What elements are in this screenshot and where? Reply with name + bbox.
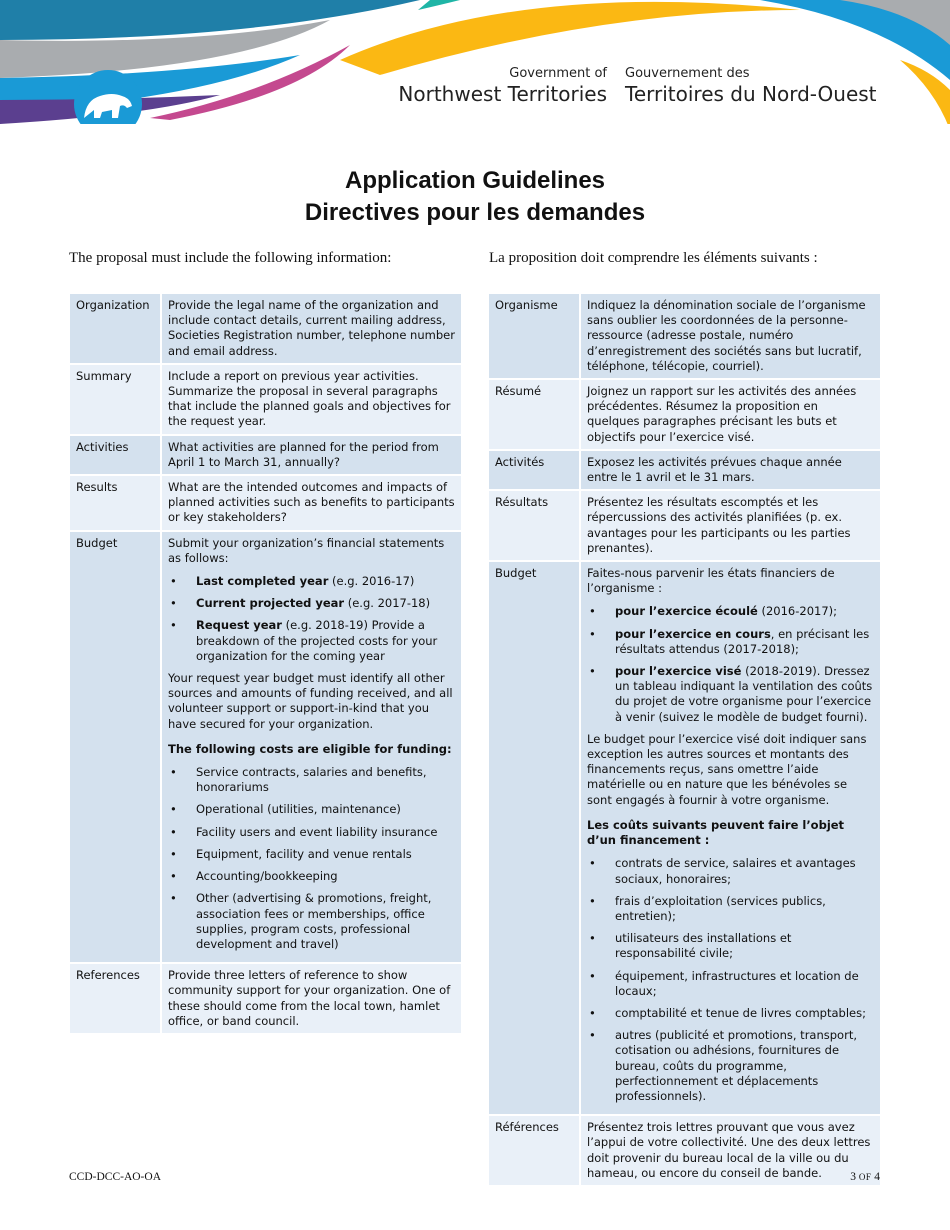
row-text: What activities are planned for the period from April 1 to March 31, annually? [162,436,461,474]
intro-french: La proposition doit comprendre les éléments suivants : [489,250,818,266]
government-name-french [625,66,877,106]
guidelines-table-french [489,292,880,1187]
gov-en-line2: Northwest Territories [398,82,607,106]
row-label: Résumé [489,380,581,449]
row-text: Provide three letters of reference to show community support for your organization. One of these should come from the local town, hamlet office, or band council. [162,964,461,1033]
budget-intro: Submit your organization’s financial statements as follows: [168,535,445,565]
table-row-resume [489,380,880,449]
header-banner [0,0,950,130]
table-row-activites [489,451,880,489]
banner-swoosh-teal-small [418,0,460,10]
list-item: • utilisateurs des installations et responsabilité civile; [587,931,874,961]
row-label: References [70,964,162,1033]
list-item: • comptabilité et tenue de livres comptables; [587,1006,874,1021]
budget-paragraph: Le budget pour l’exercice visé doit indiquer sans exception les autres sources et montants des financements reçus, sans omettre l’aide matérielle ou en nature que les bénévoles se sont engagés à fournir à votre organisme. [587,731,867,807]
row-label: Organisme [489,294,581,378]
row-label: Results [70,476,162,530]
row-text: Joignez un rapport sur les activités des années précédentes. Résumez la proposition en quelques paragraphes précisant les buts et objectifs pour l’exercice visé. [581,380,880,449]
table-row-organisme [489,294,880,378]
row-text: Provide the legal name of the organization and include contact details, current mailing address, Societies Registration number, telephone number and email address. [162,294,461,363]
list-item: • Operational (utilities, maintenance) [168,802,455,817]
page-number [850,1171,880,1183]
row-label: Activities [70,436,162,474]
list-item: • Accounting/bookkeeping [168,869,455,884]
list-item: • pour l’exercice visé (2018-2019). Dressez un tableau indiquant la ventilation des coûts du projet de votre organisme pour l’exercice à venir (suivez le modèle de budget fourni). [587,664,874,725]
intro-english: The proposal must include the following information: [69,250,392,266]
row-text [162,532,461,962]
table-row-resultats [489,491,880,560]
banner-swoosh-yellow [340,2,800,75]
list-item: • contrats de service, salaires et avantages sociaux, honoraires; [587,856,874,886]
row-label: Activités [489,451,581,489]
eligible-heading: The following costs are eligible for funding: [168,741,452,756]
row-label: Références [489,1116,581,1185]
row-label: Organization [70,294,162,363]
table-row-references-fr [489,1116,880,1185]
guidelines-table-english [70,292,461,1035]
table-row-results [70,476,461,530]
list-item: • autres (publicité et promotions, transport, cotisation ou adhésions, fournitures de bureau, coûts du programme, perfectionnement et déplacements professionnels). [587,1028,874,1104]
row-text: Présentez trois lettres prouvant que vous avez l’appui de votre collectivité. Une des deux lettres doit provenir du bureau local de la ville ou du hameau, ou encore du conseil de bande. [581,1116,880,1185]
table-row-activities [70,436,461,474]
row-text: Include a report on previous year activities. Summarize the proposal in several paragraphs that include the planned goals and objectives for the request year. [162,365,461,434]
table-row-summary [70,365,461,434]
table-row-budget-fr [489,562,880,1114]
list-item: • pour l’exercice en cours, en précisant les résultats attendus (2017-2018); [587,627,874,657]
row-label: Résultats [489,491,581,560]
page-of: OF [858,1172,872,1182]
page-title [0,165,950,229]
row-text: Présentez les résultats escomptés et les répercussions des activités planifiées (p. ex. avantages pour les participants ou les parties prenantes). [581,491,880,560]
row-text: Indiquez la dénomination sociale de l’organisme sans oublier les coordonnées de la personne-ressource (adresse postale, numéro d’enregistrement des sociétés sans but lucratif, téléphone, télécopie, courriel). [581,294,880,378]
list-item: • Equipment, facility and venue rentals [168,847,455,862]
document-code: CCD-DCC-AO-OA [69,1171,161,1183]
budget-paragraph: Your request year budget must identify all other sources and amounts of funding received, and all volunteer support or support-in-kind that you have secured for your organization. [168,671,453,731]
row-text: What are the intended outcomes and impacts of planned activities such as benefits to participants or key stakeholders? [162,476,461,530]
budget-intro: Faites-nous parvenir les états financiers de l’organisme : [587,566,835,596]
budget-statement-list [168,574,455,664]
list-item: • Last completed year (e.g. 2016-17) [168,574,455,589]
list-item: • Facility users and event liability insurance [168,825,455,840]
table-row-budget [70,532,461,962]
eligible-heading: Les coûts suivants peuvent faire l’objet d’un financement : [587,817,845,848]
table-row-references [70,964,461,1033]
table-row-organization [70,294,461,363]
title-english: Application Guidelines [344,167,606,194]
budget-statement-list [587,604,874,724]
government-name-english [398,66,607,106]
row-label: Budget [70,532,162,962]
list-item: • pour l’exercice écoulé (2016-2017); [587,604,874,619]
eligible-costs-list [168,765,455,952]
gov-fr-line1: Gouvernement des [625,66,750,81]
row-label: Budget [489,562,581,1114]
list-item: • Request year (e.g. 2018-19) Provide a breakdown of the projected costs for your organization for the coming year [168,618,455,664]
row-label: Summary [70,365,162,434]
gov-fr-line2: Territoires du Nord-Ouest [625,82,877,106]
row-text: Exposez les activités prévues chaque année entre le 1 avril et le 31 mars. [581,451,880,489]
eligible-costs-list [587,856,874,1104]
gov-en-line1: Government of [509,66,607,81]
page-total: 4 [874,1171,880,1183]
list-item: • Current projected year (e.g. 2017-18) [168,596,455,611]
list-item: • frais d’exploitation (services publics, entretien); [587,894,874,924]
page-current: 3 [850,1171,856,1183]
list-item: • Other (advertising & promotions, freight, association fees or memberships, office supplies, program costs, professional development and travel) [168,891,455,952]
list-item: • équipement, infrastructures et location de locaux; [587,969,874,999]
banner-swoosh-teal [0,0,420,40]
row-text [581,562,880,1114]
list-item: • Service contracts, salaries and benefits, honorariums [168,765,455,795]
title-french: Directives pour les demandes [304,199,646,226]
